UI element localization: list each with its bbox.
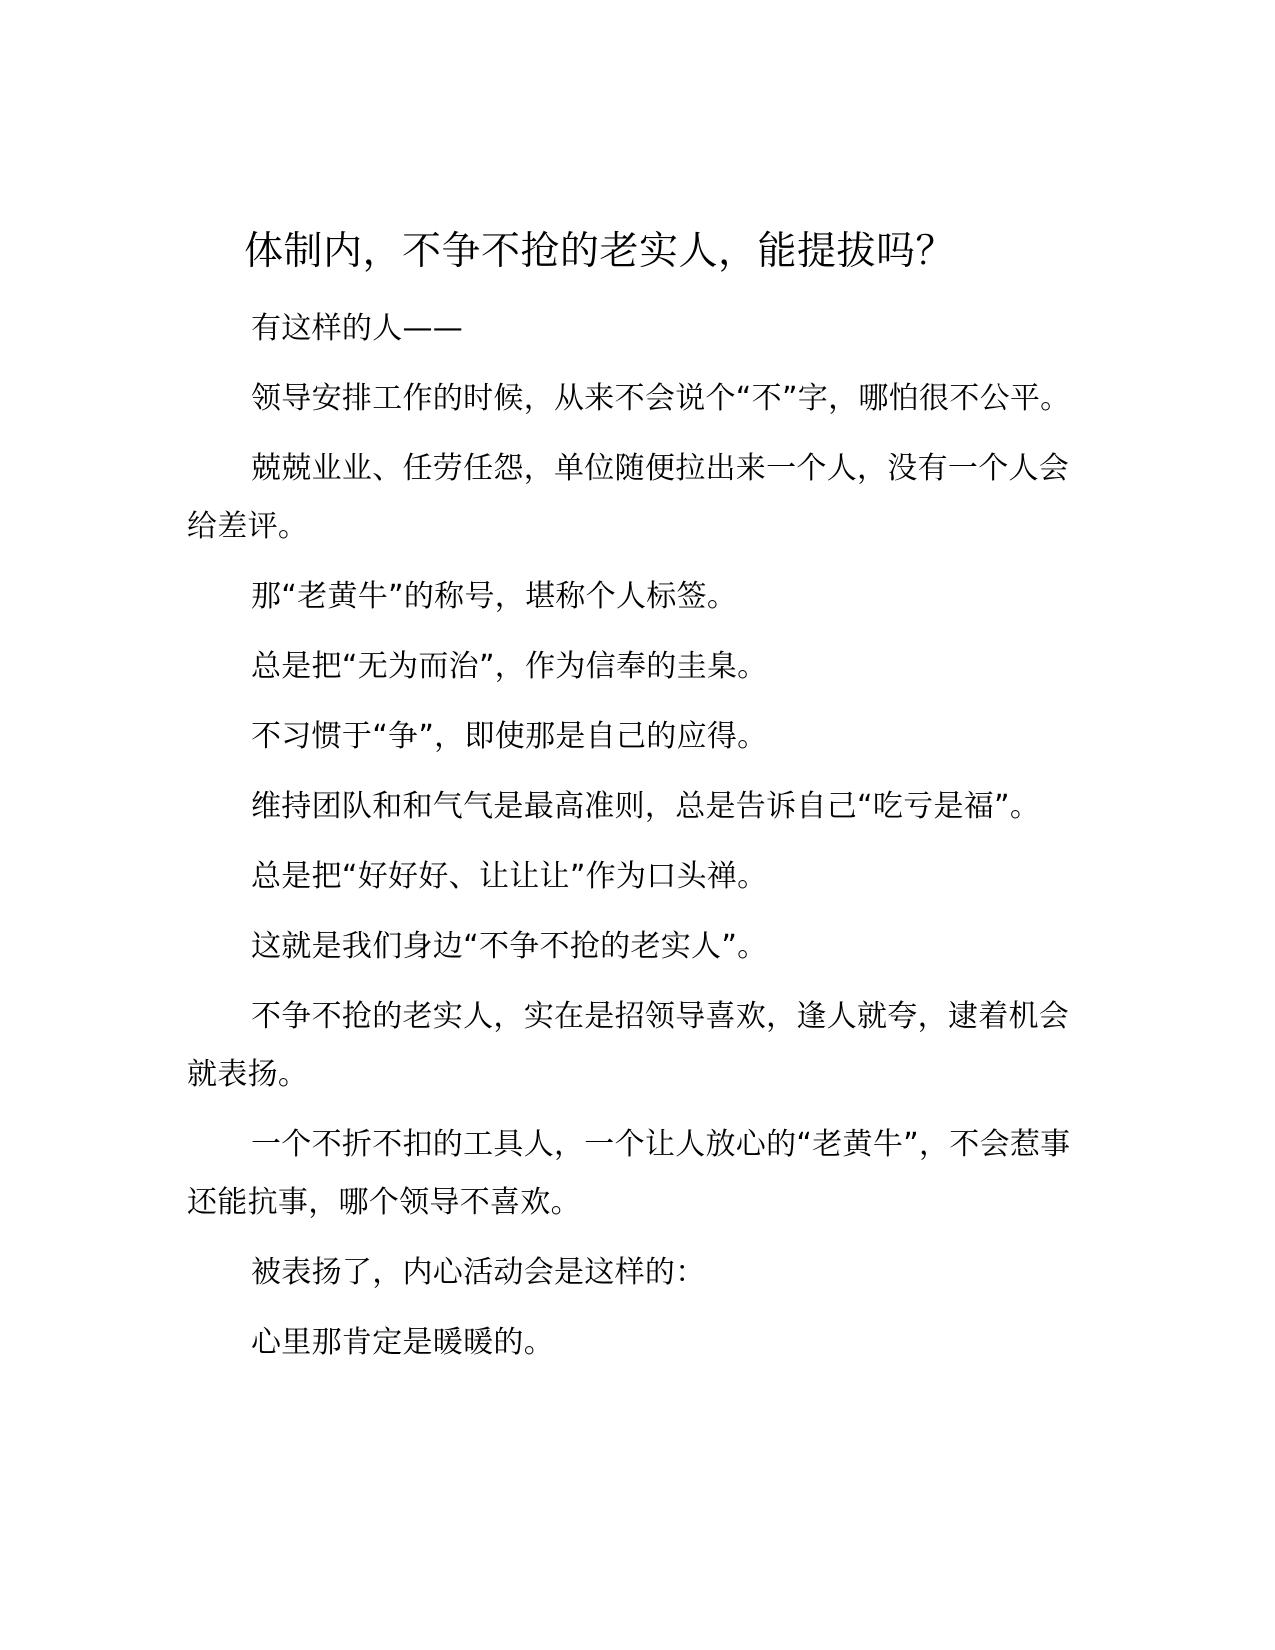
document-title: 体制内，不争不抢的老实人，能提拔吗？ <box>244 229 956 274</box>
paragraph: 总是把“好好好、让让让”作为口头禅。 <box>251 859 768 894</box>
paragraph: 不争不抢的老实人，实在是招领导喜欢，逢人就夸，逮着机会就表扬。 <box>187 999 1070 1092</box>
paragraph: 总是把“无为而治”，作为信奉的圭臬。 <box>251 649 768 684</box>
paragraph: 兢兢业业、任劳任怨，单位随便拉出来一个人，没有一个人会给差评。 <box>187 451 1070 544</box>
paragraph: 领导安排工作的时候，从来不会说个“不”字，哪怕很不公平。 <box>251 381 1071 416</box>
document-body <box>187 300 1087 1384</box>
paragraph: 被表扬了，内心活动会是这样的： <box>251 1255 706 1290</box>
paragraph: 心里那肯定是暖暖的。 <box>251 1325 554 1360</box>
paragraph: 有这样的人—— <box>251 311 464 346</box>
paragraph: 这就是我们身边“不争不抢的老实人”。 <box>251 929 768 964</box>
paragraph: 不习惯于“争”，即使那是自己的应得。 <box>251 719 768 754</box>
paragraph: 维持团队和和气气是最高准则，总是告诉自己“吃亏是福”。 <box>251 789 1041 824</box>
paragraph: 那“老黄牛”的称号，堪称个人标签。 <box>251 579 738 614</box>
paragraph: 一个不折不扣的工具人，一个让人放心的“老黄牛”，不会惹事还能抗事，哪个领导不喜欢。 <box>187 1127 1071 1220</box>
